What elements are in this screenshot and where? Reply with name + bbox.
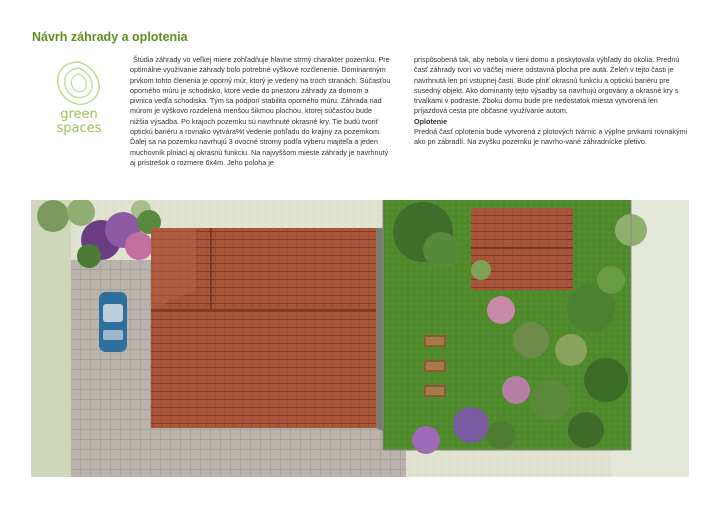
logo-word-green: green <box>60 107 98 122</box>
leaf-swirl-icon <box>48 58 110 110</box>
paragraph-study: Štúdia záhrady vo veľkej miere zohľadňuje hlavne strmý charakter pozemku. Pre optimálne využívanie záhrady bolo potrebné výškové rozčlenenie. Dominantným prvkom tohto členenia je oporný múr, ktorý je vedený na troch stranách. Súčasťou oporného múru je schodisko, ktoré vedie do priestoru záhrady za domom a pivnica vedľa schodiska. Tým sa podporí stabilita oporného múru. Záhrada nad múrom je výškovo rozdelená menšou šikmou plochou, ktorej súčasťou bude nižšia výsadba. Po krajoch pozemku sú navrhnuté okrasné kry. Tie budú tvoriť optickú bariéru a rovnako vytvára%t vedenie pohľadu do krajiny za pozemkom. Ďalej sa na pozemku navrhujú 3 ovocné stromy podľa výberu majiteľa a jeden muchovník plniaci aj okrasnú funkciu. Na najvyššom mieste záhrady je navrhnutý aj prístrešok o rozmere 6x4m. Jeho poloha je <box>130 55 391 167</box>
section-heading-fencing: Oplotenie <box>414 116 448 126</box>
text-column-right <box>414 55 689 148</box>
paragraph-fencing: Predná časť oplotenia bude vytvorená z plotových tvárnic a výplne prvkami rovnakými ako pri zábradlí. Na zvyšku pozemku je navrho-vané záhradnícke pletivo. <box>414 127 688 147</box>
paragraph-continuation: prispôsobená tak, aby nebola v tieni domu a poskytovala výhľady do okolia. Prednú časť záhrady tvorí vo väčšej miere odstavná plocha pre autá. Zeleň v tejto časti je navrhnutá len pri vstupnej časti. Bude plniť okrasnú funkciu a optickú bariéru pre susedný objekt. Ako dominanty tejto výsadby sa navrhujú orgovány a okrasné kry s trvalkami v podraste. Zboku domu bude pre nedostatok miesta vytvorená len príjazdová cesta pre občasné využívanie autom. <box>414 55 680 116</box>
logo-word-spaces: spaces <box>56 121 102 136</box>
green-spaces-logo <box>48 58 110 140</box>
text-column-left <box>130 55 392 168</box>
page-title: Návrh záhrady a oplotenia <box>32 30 188 44</box>
garden-render-image <box>31 200 689 477</box>
